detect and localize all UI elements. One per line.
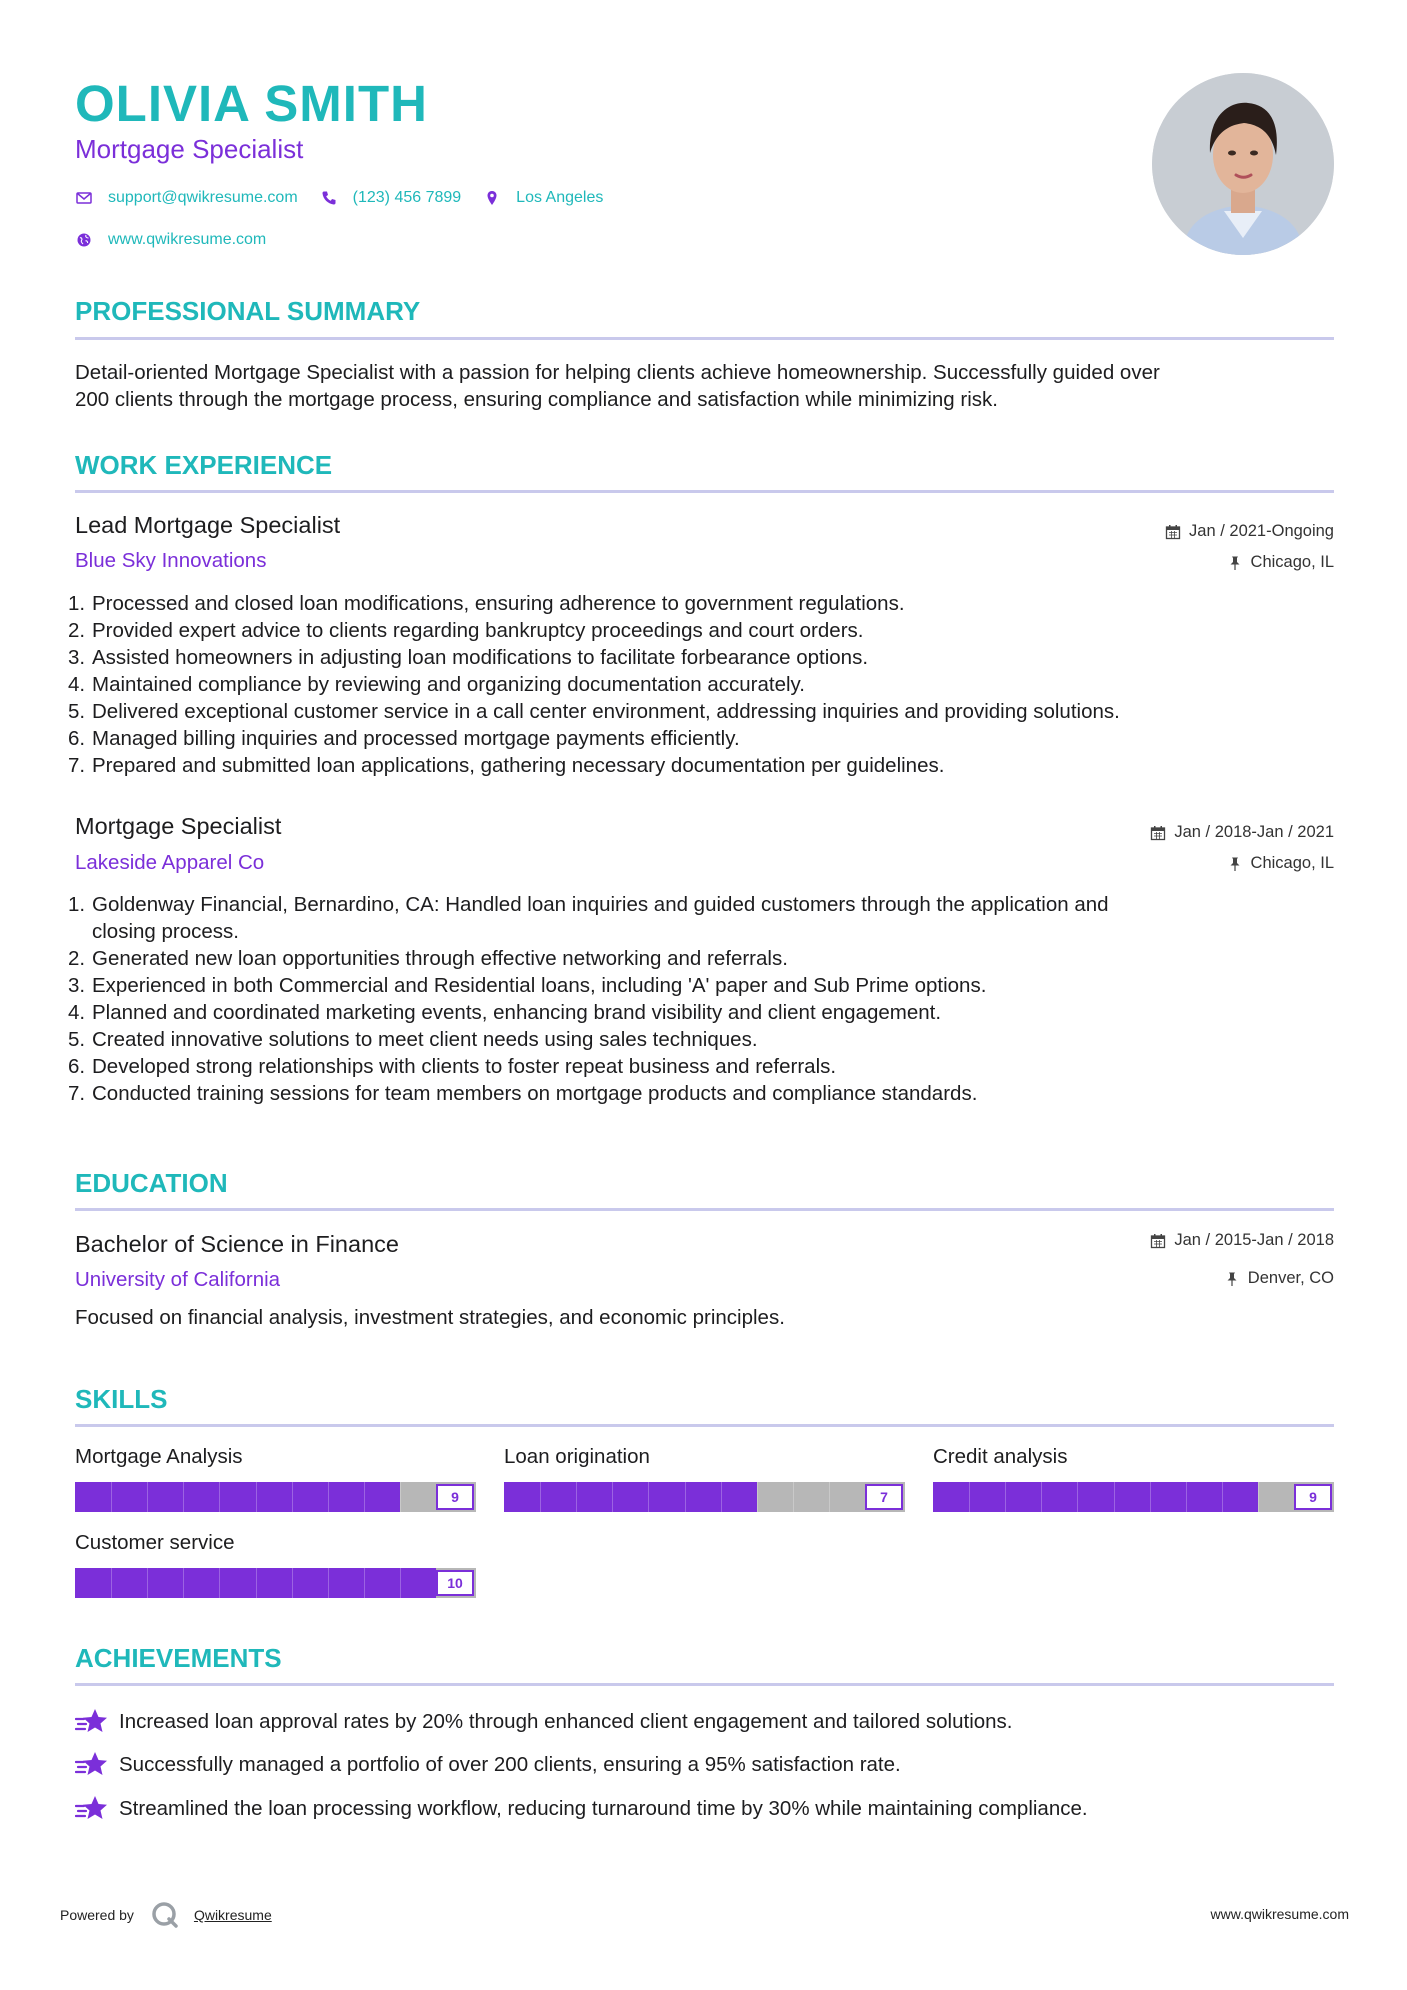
footer-powered-by: [60, 1900, 272, 1930]
job-1-company: Blue Sky Innovations: [75, 549, 267, 572]
skill-segment-divider: [829, 1482, 830, 1512]
skill-segment-divider: [219, 1568, 220, 1598]
skill-level-badge: 9: [1294, 1484, 1332, 1510]
skill-fill: [504, 1482, 757, 1512]
education-location: [1224, 1269, 1334, 1288]
skill-level-badge: 7: [865, 1484, 903, 1510]
list-item: 4. Planned and coordinated marketing events, enhancing brand visibility and client engagement.: [68, 1001, 942, 1024]
education-dates: [1150, 1231, 1334, 1250]
skill-segment-divider: [400, 1568, 401, 1598]
list-item: 1. Goldenway Financial, Bernardino, CA: Handled loan inquiries and guided customers through the application and closing process.: [68, 893, 1109, 943]
profile-photo: [1152, 73, 1334, 255]
achievement-item: Successfully managed a portfolio of over 200 clients, ensuring a 95% satisfaction rate.: [75, 1750, 901, 1780]
skill-segment-divider: [364, 1568, 365, 1598]
skill-segment-divider: [256, 1568, 257, 1598]
achievements-heading: ACHIEVEMENTS: [75, 1643, 282, 1673]
job-2-location: [1227, 854, 1334, 873]
skill-segment-divider: [147, 1568, 148, 1598]
skills-divider: [75, 1424, 1334, 1427]
skill-bar: [933, 1482, 1334, 1512]
calendar-icon: [1150, 825, 1166, 841]
summary-divider: [75, 337, 1334, 340]
skill-segment-divider: [1077, 1482, 1078, 1512]
calendar-icon: [1165, 524, 1181, 540]
skill-segment-divider: [685, 1482, 686, 1512]
job-2-role: Mortgage Specialist: [75, 813, 282, 839]
job-2-company: Lakeside Apparel Co: [75, 851, 265, 874]
contact-email[interactable]: [75, 189, 298, 207]
contact-phone[interactable]: [320, 189, 462, 207]
skill-segment-divider: [793, 1482, 794, 1512]
education-school: University of California: [75, 1268, 281, 1291]
list-item: 3. Experienced in both Commercial and Residential loans, including 'A' paper and Sub Prime options.: [68, 974, 987, 997]
education-location-text: Denver, CO: [1247, 1269, 1334, 1287]
skill-bar: [504, 1482, 905, 1512]
list-item: 3. Assisted homeowners in adjusting loan modifications to facilitate forbearance options.: [68, 646, 869, 669]
education-dates-text: Jan / 2015-Jan / 2018: [1174, 1231, 1334, 1249]
skill-segment-divider: [183, 1482, 184, 1512]
skill-name: Credit analysis: [933, 1445, 1068, 1468]
skill-segment-divider: [969, 1482, 970, 1512]
list-item: 5. Created innovative solutions to meet client needs using sales techniques.: [68, 1028, 758, 1051]
skill-level-badge: 10: [436, 1570, 474, 1596]
skill-segment-divider: [576, 1482, 577, 1512]
pin-icon: [1227, 555, 1243, 571]
job-2-dates: [1150, 823, 1334, 842]
list-item: 6. Managed billing inquiries and processed mortgage payments efficiently.: [68, 727, 740, 750]
contact-row: [75, 189, 625, 207]
job-2-bullets: [68, 891, 1298, 1107]
candidate-name: OLIVIA SMITH: [75, 75, 428, 132]
skill-segment-divider: [292, 1568, 293, 1598]
star-icon: [75, 1707, 109, 1737]
skill-segment-divider: [328, 1482, 329, 1512]
skill-segment-divider: [292, 1482, 293, 1512]
skill-segment-divider: [256, 1482, 257, 1512]
list-item: 5. Delivered exceptional customer service in a call center environment, addressing inquiries and providing solutions.: [68, 700, 1120, 723]
powered-by-text: Powered by: [60, 1907, 134, 1923]
star-icon: [75, 1794, 109, 1824]
education-heading: EDUCATION: [75, 1168, 228, 1198]
job-1-location-text: Chicago, IL: [1250, 553, 1334, 571]
education-divider: [75, 1208, 1334, 1211]
skill-segment-divider: [147, 1482, 148, 1512]
skill-segment-divider: [183, 1568, 184, 1598]
skill-segment-divider: [1114, 1482, 1115, 1512]
pin-icon: [1224, 1271, 1240, 1287]
list-item: 7. Prepared and submitted loan applications, gathering necessary documentation per guidelines.: [68, 754, 945, 777]
skills-heading: SKILLS: [75, 1384, 168, 1414]
job-2-location-text: Chicago, IL: [1250, 854, 1334, 872]
achievements-divider: [75, 1683, 1334, 1686]
skill-fill: [933, 1482, 1258, 1512]
list-item: 4. Maintained compliance by reviewing and organizing documentation accurately.: [68, 673, 805, 696]
list-item: 2. Provided expert advice to clients regarding bankruptcy proceedings and court orders.: [68, 619, 864, 642]
candidate-title: Mortgage Specialist: [75, 134, 304, 164]
skill-segment-divider: [1186, 1482, 1187, 1512]
website-text: www.qwikresume.com: [108, 231, 267, 248]
list-item: 6. Developed strong relationships with clients to foster repeat business and referrals.: [68, 1055, 837, 1078]
qwikresume-logo-icon: [150, 1900, 180, 1930]
email-text: support@qwikresume.com: [108, 189, 298, 206]
calendar-icon: [1150, 1233, 1166, 1249]
summary-line-1: Detail-oriented Mortgage Specialist with a passion for helping clients achieve homeownership. Successfully guided over: [75, 361, 1160, 384]
job-1-dates: [1165, 522, 1334, 541]
skill-segment-divider: [1222, 1482, 1223, 1512]
contact-location: [483, 189, 603, 207]
skill-segment-divider: [1005, 1482, 1006, 1512]
skill-fill: [75, 1482, 400, 1512]
skill-segment-divider: [1041, 1482, 1042, 1512]
skill-segment-divider: [612, 1482, 613, 1512]
envelope-icon: [75, 189, 93, 207]
phone-icon: [320, 189, 338, 207]
list-item: 7. Conducted training sessions for team members on mortgage products and compliance standards.: [68, 1082, 978, 1105]
list-item: 2. Generated new loan opportunities through effective networking and referrals.: [68, 947, 788, 970]
achievement-item: Streamlined the loan processing workflow, reducing turnaround time by 30% while maintaining compliance.: [75, 1794, 1088, 1824]
skill-segment-divider: [1150, 1482, 1151, 1512]
star-icon: [75, 1750, 109, 1780]
skill-segment-divider: [111, 1482, 112, 1512]
skill-bar: [75, 1568, 476, 1598]
skill-segment-divider: [540, 1482, 541, 1512]
skill-level-badge: 9: [436, 1484, 474, 1510]
skill-segment-divider: [219, 1482, 220, 1512]
education-degree: Bachelor of Science in Finance: [75, 1231, 399, 1257]
phone-text: (123) 456 7899: [352, 189, 462, 206]
skill-segment-divider: [111, 1568, 112, 1598]
achievement-item: Increased loan approval rates by 20% through enhanced client engagement and tailored solutions.: [75, 1707, 1013, 1737]
contact-row-website: [75, 231, 288, 249]
summary-heading: PROFESSIONAL SUMMARY: [75, 296, 421, 326]
qwikresume-link[interactable]: Qwikresume: [193, 1907, 272, 1923]
skill-segment-divider: [721, 1482, 722, 1512]
contact-website[interactable]: [75, 231, 266, 249]
skill-segment-divider: [757, 1482, 758, 1512]
skill-bar: [75, 1482, 476, 1512]
job-1-role: Lead Mortgage Specialist: [75, 512, 341, 538]
skill-name: Loan origination: [504, 1445, 650, 1468]
job-1-dates-text: Jan / 2021-Ongoing: [1189, 522, 1334, 540]
skill-segment-divider: [400, 1482, 401, 1512]
education-description: Focused on financial analysis, investment strategies, and economic principles.: [75, 1306, 785, 1329]
experience-divider: [75, 490, 1334, 493]
map-pin-icon: [483, 189, 501, 207]
skill-name: Customer service: [75, 1531, 235, 1554]
location-text: Los Angeles: [516, 189, 604, 206]
skill-name: Mortgage Analysis: [75, 1445, 243, 1468]
job-1-location: [1227, 553, 1334, 572]
job-2-dates-text: Jan / 2018-Jan / 2021: [1174, 823, 1334, 841]
pin-icon: [1227, 856, 1243, 872]
skill-segment-divider: [648, 1482, 649, 1512]
summary-line-2: 200 clients through the mortgage process, ensuring compliance and satisfaction while minimizing risk.: [75, 388, 998, 411]
footer-url[interactable]: www.qwikresume.com: [1210, 1906, 1349, 1922]
skill-segment-divider: [328, 1568, 329, 1598]
list-item: 1. Processed and closed loan modifications, ensuring adherence to government regulations.: [68, 592, 905, 615]
globe-icon: [75, 231, 93, 249]
experience-heading: WORK EXPERIENCE: [75, 450, 333, 480]
job-1-bullets: [68, 590, 1298, 779]
skill-segment-divider: [364, 1482, 365, 1512]
skill-segment-divider: [1258, 1482, 1259, 1512]
